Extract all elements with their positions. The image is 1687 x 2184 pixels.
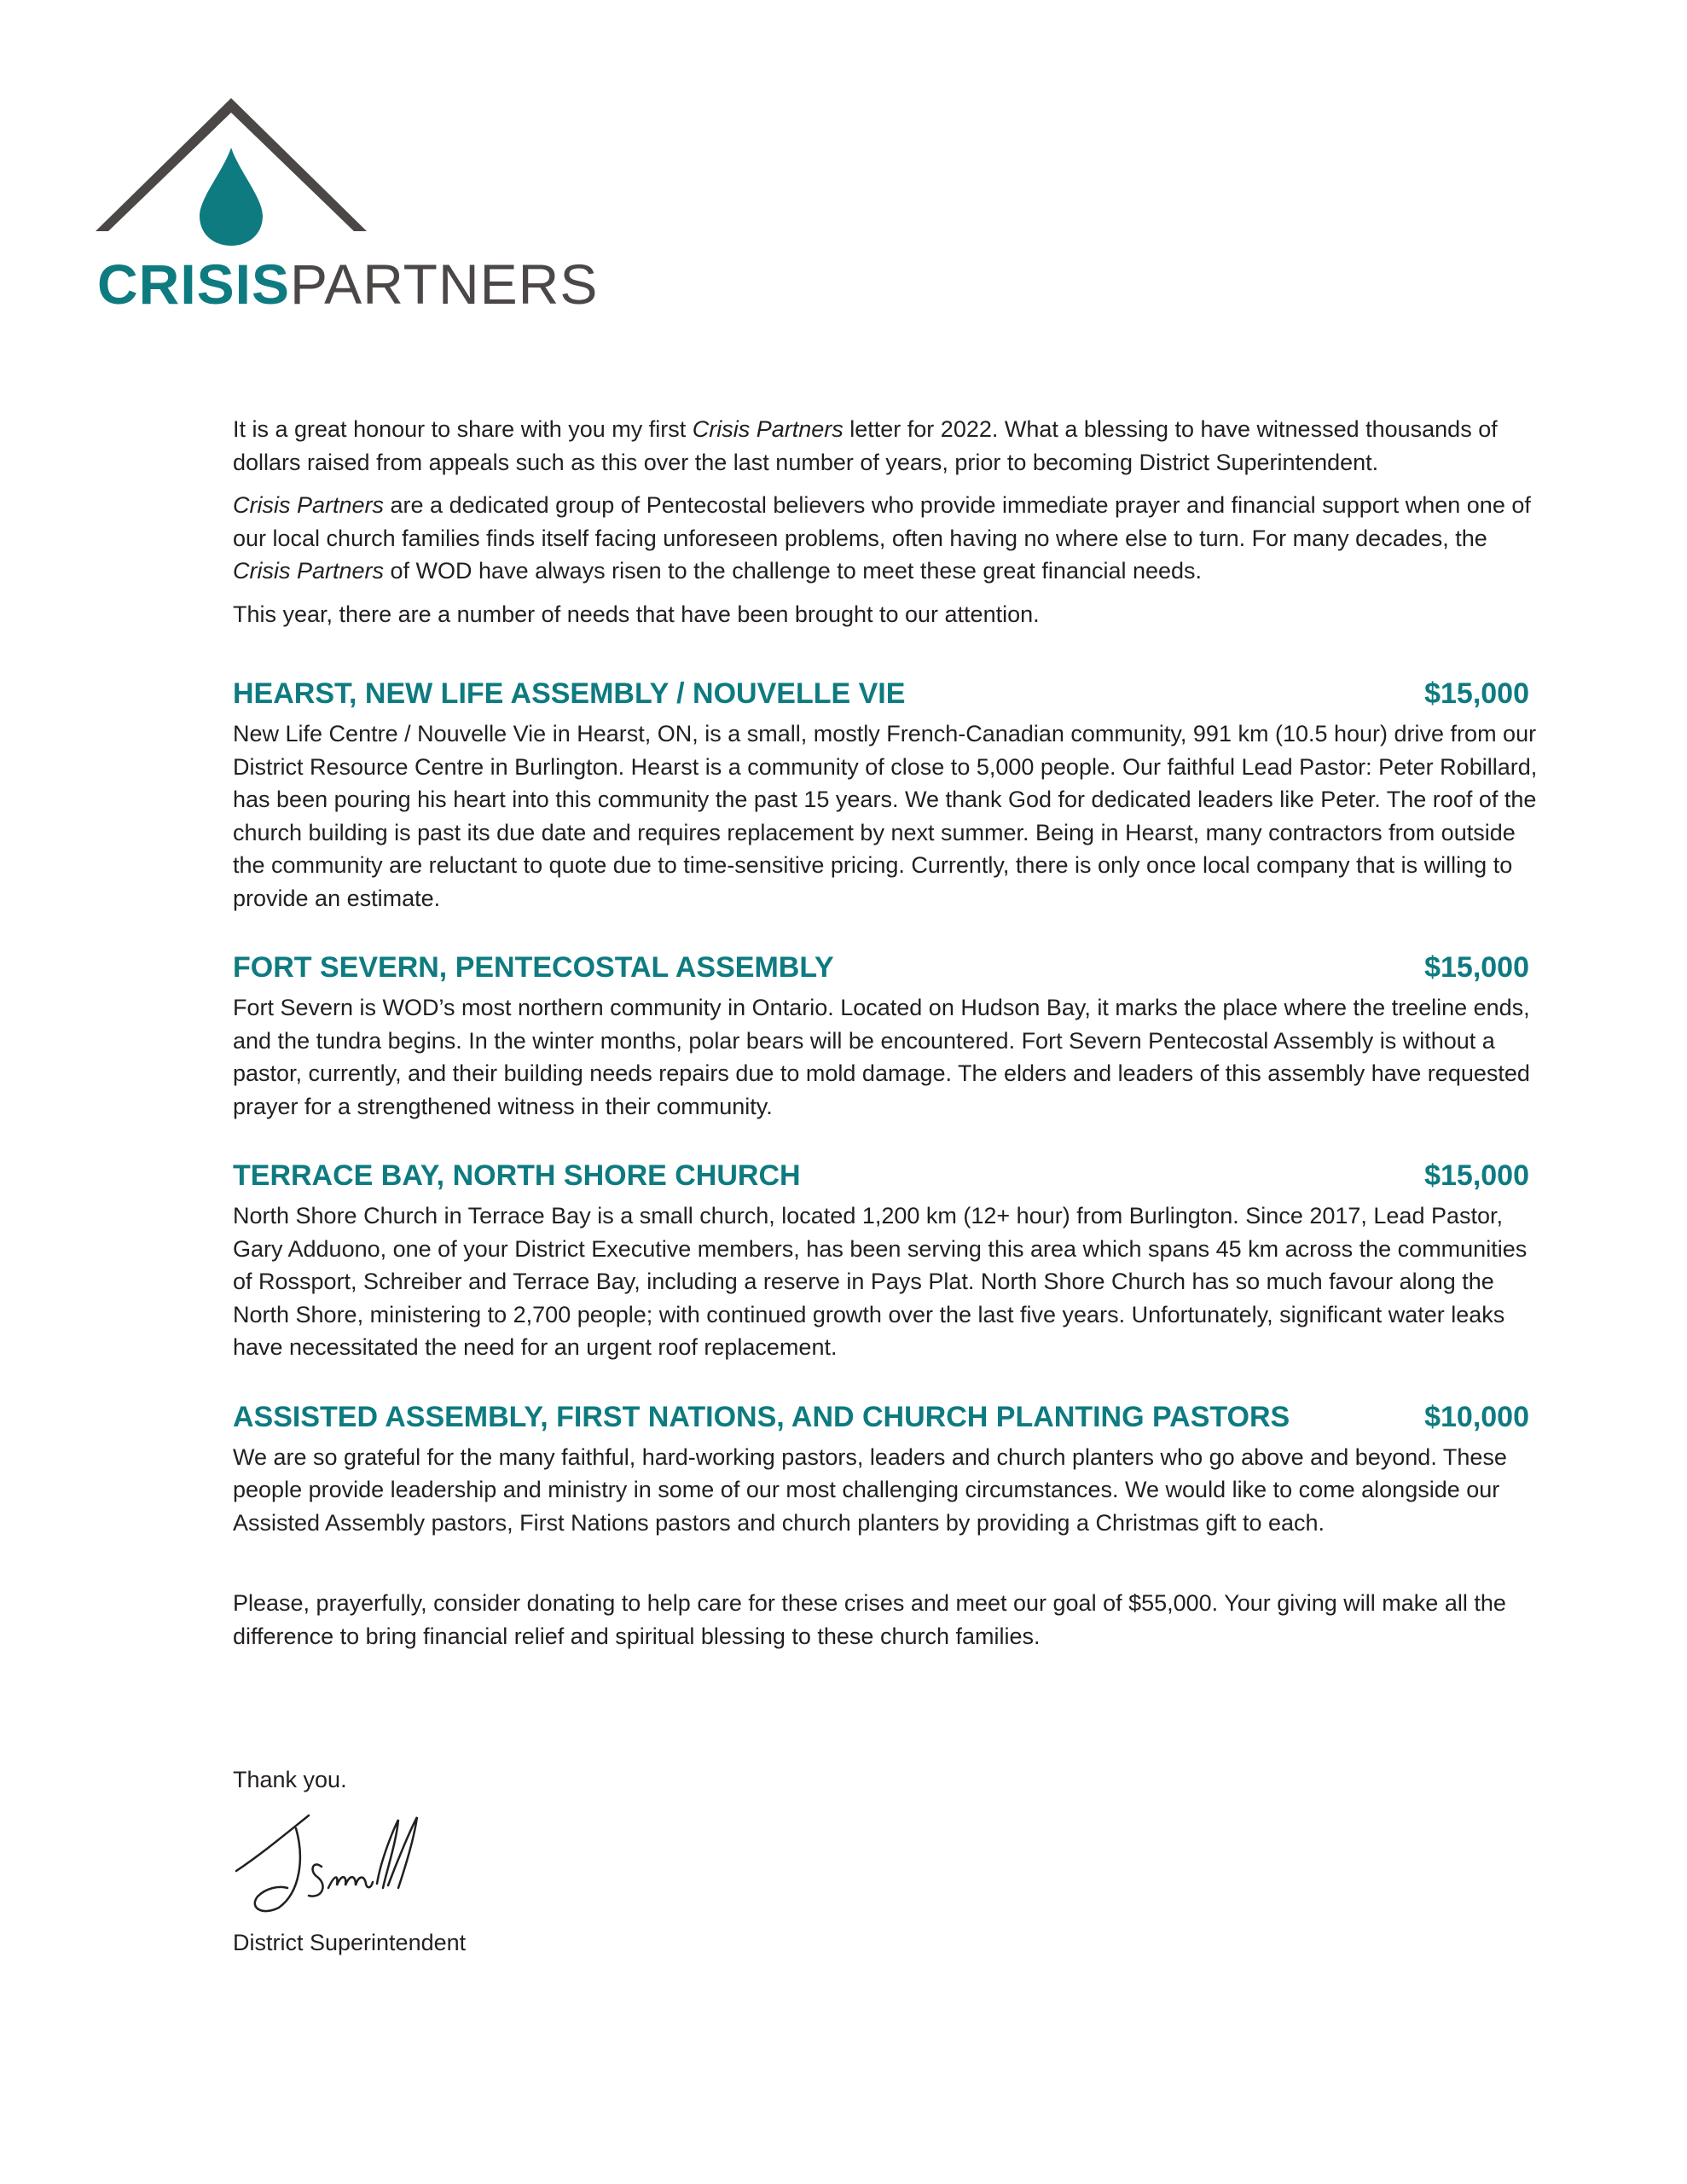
text: are a dedicated group of Pentecostal believers who provide immediate prayer and financial support when one of our local church families finds itself facing unforeseen problems, often having no where else to turn. For many decades, the — [233, 492, 1531, 551]
section-body-hearst: New Life Centre / Nouvelle Vie in Hearst, ON, is a small, mostly French-Canadian community, 991 km (10.5 hour) drive from our District Resource Centre in Burlington. Hearst is a community of close to 5,000 people. Our faithful Lead Pastor: Peter Robillard, has been pouring his heart into this community the past 15 years. We thank God for dedicated leaders like Peter. The roof of the church building is past its due date and requires replacement by next summer. Being in Hearst, many contractors from outside the community are reluctant to quote due to time-sensitive pricing. Currently, there is only once local company that is willing to provide an estimate. — [233, 721, 1538, 911]
section-body-assisted-assembly: We are so grateful for the many faithful, hard-working pastors, leaders and church planters who go above and beyond. These people provide leadership and ministry in some of our most challenging circumstances. We would like to come alongside our Assisted Assembly pastors, First Nations pastors and church planters by providing a Christmas gift to each. — [233, 1443, 1507, 1536]
signature-image — [228, 1807, 432, 1918]
section-body-fort-severn: Fort Severn is WOD’s most northern community in Ontario. Located on Hudson Bay, it marks the place where the treeline ends, and the tundra begins. In the winter months, polar bears will be encountered. Fort Severn Pentecostal Assembly is without a pastor, currently, and their building needs repairs due to mold damage. The elders and leaders of this assembly have requested prayer for a strengthened witness in their community. — [233, 995, 1530, 1119]
letter-body — [233, 413, 1546, 1969]
emphasis: Crisis Partners — [233, 492, 385, 518]
text: of WOD have always risen to the challenge to meet these great financial needs. — [384, 558, 1203, 584]
text: letter for 2022. What a blessing to have witnessed thousands of dollars raised from appeals such as this over the last number of years, prior to becoming District Superintendent. — [233, 416, 1498, 475]
section-title: ASSISTED ASSEMBLY, FIRST NATIONS, AND CHURCH PLANTING PASTORS — [233, 1400, 1290, 1433]
section-amount: $15,000 — [1424, 951, 1529, 984]
section-body-terrace-bay: North Shore Church in Terrace Bay is a small church, located 1,200 km (12+ hour) from Burlington. Since 2017, Lead Pastor, Gary Adduono, one of your District Executive members, has been serving this area which spans 45 km across the communities of Rossport, Schreiber and Terrace Bay, including a reserve in Pays Plat. North Shore Church has so much favour along the North Shore, ministering to 2,700 people; with continued growth over the last five years. Unfortunately, significant water leaks have necessitated the need for an urgent roof replacement. — [233, 1203, 1528, 1360]
section-heading-terrace-bay — [233, 1157, 1546, 1194]
appeal-paragraph: Please, prayerfully, consider donating to help care for these crises and meet our goal of $55,000. Your giving will make all the difference to bring financial relief and spiritual blessing to these church families. — [233, 1590, 1506, 1649]
section-amount: $10,000 — [1424, 1400, 1529, 1433]
closing-thanks: Thank you. — [233, 1767, 347, 1792]
text: It is a great honour to share with you my first — [233, 416, 693, 442]
section-amount: $15,000 — [1424, 677, 1529, 710]
section-heading-assisted-assembly — [233, 1398, 1546, 1436]
water-drop-icon — [200, 148, 263, 246]
section-title: FORT SEVERN, PENTECOSTAL ASSEMBLY — [233, 951, 834, 984]
brand-bold: CRISIS — [97, 253, 291, 316]
closing-title: District Superintendent — [233, 1929, 467, 1955]
emphasis: Crisis Partners — [233, 558, 385, 584]
intro-paragraph-1 — [233, 413, 1546, 479]
intro-paragraph-3: This year, there are a number of needs that have been brought to our attention. — [233, 601, 1040, 627]
section-heading-hearst — [233, 675, 1546, 712]
section-title: TERRACE BAY, NORTH SHORE CHURCH — [233, 1159, 801, 1192]
roof-drop-icon — [96, 94, 539, 264]
section-title: HEARST, NEW LIFE ASSEMBLY / NOUVELLE VIE — [233, 677, 906, 710]
section-amount: $15,000 — [1424, 1159, 1529, 1192]
section-heading-fort-severn — [233, 949, 1546, 986]
brand-light: PARTNERS — [290, 253, 599, 316]
emphasis: Crisis Partners — [692, 416, 844, 442]
intro-paragraph-2 — [233, 489, 1546, 588]
brand-name — [97, 253, 599, 316]
crisis-partners-logo — [96, 94, 599, 333]
